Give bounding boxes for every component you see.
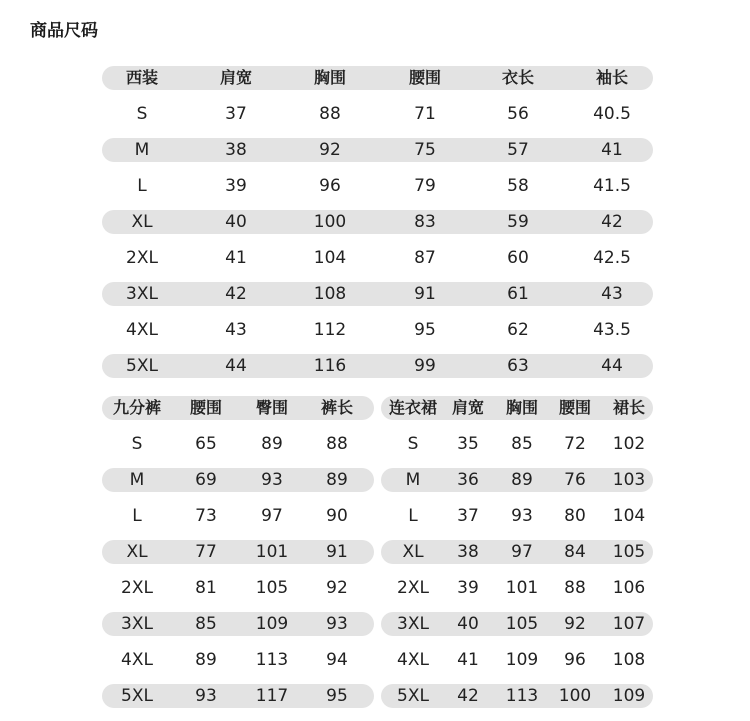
table-cell: 94	[326, 650, 348, 670]
table-cell: 39	[225, 176, 247, 196]
table-cell: 61	[507, 284, 529, 304]
table-row	[381, 684, 653, 708]
table-cell: 96	[319, 176, 341, 196]
table-cell: 80	[564, 506, 586, 526]
table-cell: 39	[457, 578, 479, 598]
column-header: 西装	[125, 68, 158, 87]
size-label: 2XL	[397, 578, 429, 598]
column-header: 肩宽	[451, 398, 484, 417]
table-cell: 91	[326, 542, 348, 562]
size-label: XL	[131, 212, 153, 232]
table-cell: 105	[612, 542, 646, 562]
table-cell: 59	[507, 212, 529, 232]
size-label: M	[134, 140, 150, 160]
table-cell: 104	[612, 506, 646, 526]
table-cell: 108	[313, 284, 347, 304]
table-row	[381, 504, 653, 528]
table-cell: 96	[564, 650, 586, 670]
column-header: 衣长	[501, 68, 534, 87]
table-cell: 113	[255, 650, 289, 670]
column-header: 连衣裙	[388, 398, 437, 417]
table-cell: 97	[511, 542, 533, 562]
size-label: XL	[402, 542, 424, 562]
column-header: 九分裤	[112, 398, 161, 417]
size-label: 3XL	[126, 284, 158, 304]
table-cell: 38	[457, 542, 479, 562]
table-cell: 109	[612, 686, 646, 706]
column-header: 臀围	[255, 398, 288, 417]
table-cell: 57	[507, 140, 529, 160]
table-cell: 43	[601, 284, 623, 304]
pants-size-table	[102, 396, 374, 720]
table-cell: 109	[505, 650, 539, 670]
column-header: 胸围	[313, 68, 346, 87]
table-cell: 100	[313, 212, 347, 232]
table-row	[102, 174, 653, 198]
table-cell: 93	[326, 614, 348, 634]
table-cell: 41	[601, 140, 623, 160]
table-cell: 75	[414, 140, 436, 160]
table-row	[102, 246, 653, 270]
suit-header-row	[102, 66, 653, 90]
table-cell: 69	[195, 470, 217, 490]
table-cell: 103	[612, 470, 646, 490]
table-cell: 89	[511, 470, 533, 490]
table-row	[102, 102, 653, 126]
table-cell: 41	[457, 650, 479, 670]
table-cell: 38	[225, 140, 247, 160]
table-cell: 97	[261, 506, 283, 526]
size-label: L	[408, 506, 418, 526]
column-header: 腰围	[408, 68, 441, 87]
table-cell: 116	[313, 356, 347, 376]
table-cell: 108	[612, 650, 646, 670]
table-cell: 76	[564, 470, 586, 490]
column-header: 裤长	[320, 398, 353, 417]
table-row	[102, 468, 374, 492]
table-cell: 85	[511, 434, 533, 454]
table-cell: 42	[225, 284, 247, 304]
table-cell: 93	[195, 686, 217, 706]
table-cell: 62	[507, 320, 529, 340]
size-label: M	[405, 470, 421, 490]
table-cell: 83	[414, 212, 436, 232]
table-cell: 99	[414, 356, 436, 376]
table-cell: 107	[612, 614, 646, 634]
table-cell: 41	[225, 248, 247, 268]
table-row	[102, 432, 374, 456]
table-row	[102, 540, 374, 564]
size-label: 3XL	[397, 614, 429, 634]
table-cell: 43	[225, 320, 247, 340]
table-cell: 89	[326, 470, 348, 490]
table-cell: 91	[414, 284, 436, 304]
table-row	[381, 576, 653, 600]
table-cell: 81	[195, 578, 217, 598]
table-cell: 113	[505, 686, 539, 706]
size-label: 3XL	[121, 614, 153, 634]
table-cell: 92	[319, 140, 341, 160]
table-row	[102, 576, 374, 600]
table-cell: 40	[225, 212, 247, 232]
table-cell: 73	[195, 506, 217, 526]
table-cell: 43.5	[593, 320, 631, 340]
table-cell: 95	[414, 320, 436, 340]
table-cell: 105	[255, 578, 289, 598]
table-cell: 58	[507, 176, 529, 196]
table-row	[381, 468, 653, 492]
table-cell: 42	[601, 212, 623, 232]
table-cell: 92	[326, 578, 348, 598]
table-cell: 63	[507, 356, 529, 376]
table-cell: 65	[195, 434, 217, 454]
table-cell: 109	[255, 614, 289, 634]
table-cell: 44	[601, 356, 623, 376]
table-cell: 35	[457, 434, 479, 454]
column-header: 肩宽	[219, 68, 252, 87]
size-label: 4XL	[397, 650, 429, 670]
table-cell: 41.5	[593, 176, 631, 196]
table-cell: 88	[326, 434, 348, 454]
table-cell: 40.5	[593, 104, 631, 124]
table-cell: 79	[414, 176, 436, 196]
table-row	[381, 612, 653, 636]
pants-header-row	[102, 396, 374, 420]
table-cell: 112	[313, 320, 347, 340]
column-header: 腰围	[558, 398, 591, 417]
size-label: S	[407, 434, 419, 454]
column-header: 胸围	[505, 398, 538, 417]
table-row	[381, 648, 653, 672]
table-cell: 84	[564, 542, 586, 562]
table-cell: 105	[505, 614, 539, 634]
table-cell: 117	[255, 686, 289, 706]
table-cell: 36	[457, 470, 479, 490]
table-row	[102, 318, 653, 342]
table-cell: 42.5	[593, 248, 631, 268]
size-label: S	[131, 434, 143, 454]
table-cell: 89	[261, 434, 283, 454]
table-cell: 40	[457, 614, 479, 634]
column-header: 裙长	[612, 398, 645, 417]
table-row	[102, 138, 653, 162]
size-label: L	[137, 176, 147, 196]
suit-size-table	[102, 66, 653, 390]
table-cell: 60	[507, 248, 529, 268]
size-label: 5XL	[397, 686, 429, 706]
size-label: S	[136, 104, 148, 124]
page-title: 商品尺码	[30, 21, 98, 41]
size-label: 5XL	[121, 686, 153, 706]
dress-size-table	[381, 396, 653, 720]
table-row	[102, 210, 653, 234]
table-cell: 85	[195, 614, 217, 634]
table-cell: 92	[564, 614, 586, 634]
table-cell: 87	[414, 248, 436, 268]
table-cell: 89	[195, 650, 217, 670]
table-cell: 100	[558, 686, 592, 706]
size-label: 4XL	[121, 650, 153, 670]
table-row	[102, 354, 653, 378]
table-row	[102, 504, 374, 528]
size-label: 4XL	[126, 320, 158, 340]
table-cell: 104	[313, 248, 347, 268]
table-cell: 101	[255, 542, 289, 562]
column-header: 腰围	[189, 398, 222, 417]
table-cell: 56	[507, 104, 529, 124]
table-cell: 102	[612, 434, 646, 454]
table-cell: 88	[319, 104, 341, 124]
table-row	[381, 540, 653, 564]
table-row	[102, 612, 374, 636]
table-cell: 37	[457, 506, 479, 526]
size-label: XL	[126, 542, 148, 562]
table-cell: 90	[326, 506, 348, 526]
size-label: L	[132, 506, 142, 526]
table-row	[102, 282, 653, 306]
table-cell: 95	[326, 686, 348, 706]
size-label: 5XL	[126, 356, 158, 376]
table-cell: 42	[457, 686, 479, 706]
size-label: M	[129, 470, 145, 490]
table-row	[102, 684, 374, 708]
size-label: 2XL	[121, 578, 153, 598]
table-cell: 93	[511, 506, 533, 526]
table-cell: 101	[505, 578, 539, 598]
table-cell: 71	[414, 104, 436, 124]
table-cell: 44	[225, 356, 247, 376]
table-cell: 37	[225, 104, 247, 124]
table-cell: 88	[564, 578, 586, 598]
table-cell: 106	[612, 578, 646, 598]
column-header: 袖长	[595, 68, 628, 87]
table-row	[381, 432, 653, 456]
table-row	[102, 648, 374, 672]
dress-header-row	[381, 396, 653, 420]
size-label: 2XL	[126, 248, 158, 268]
table-cell: 93	[261, 470, 283, 490]
table-cell: 77	[195, 542, 217, 562]
table-cell: 72	[564, 434, 586, 454]
